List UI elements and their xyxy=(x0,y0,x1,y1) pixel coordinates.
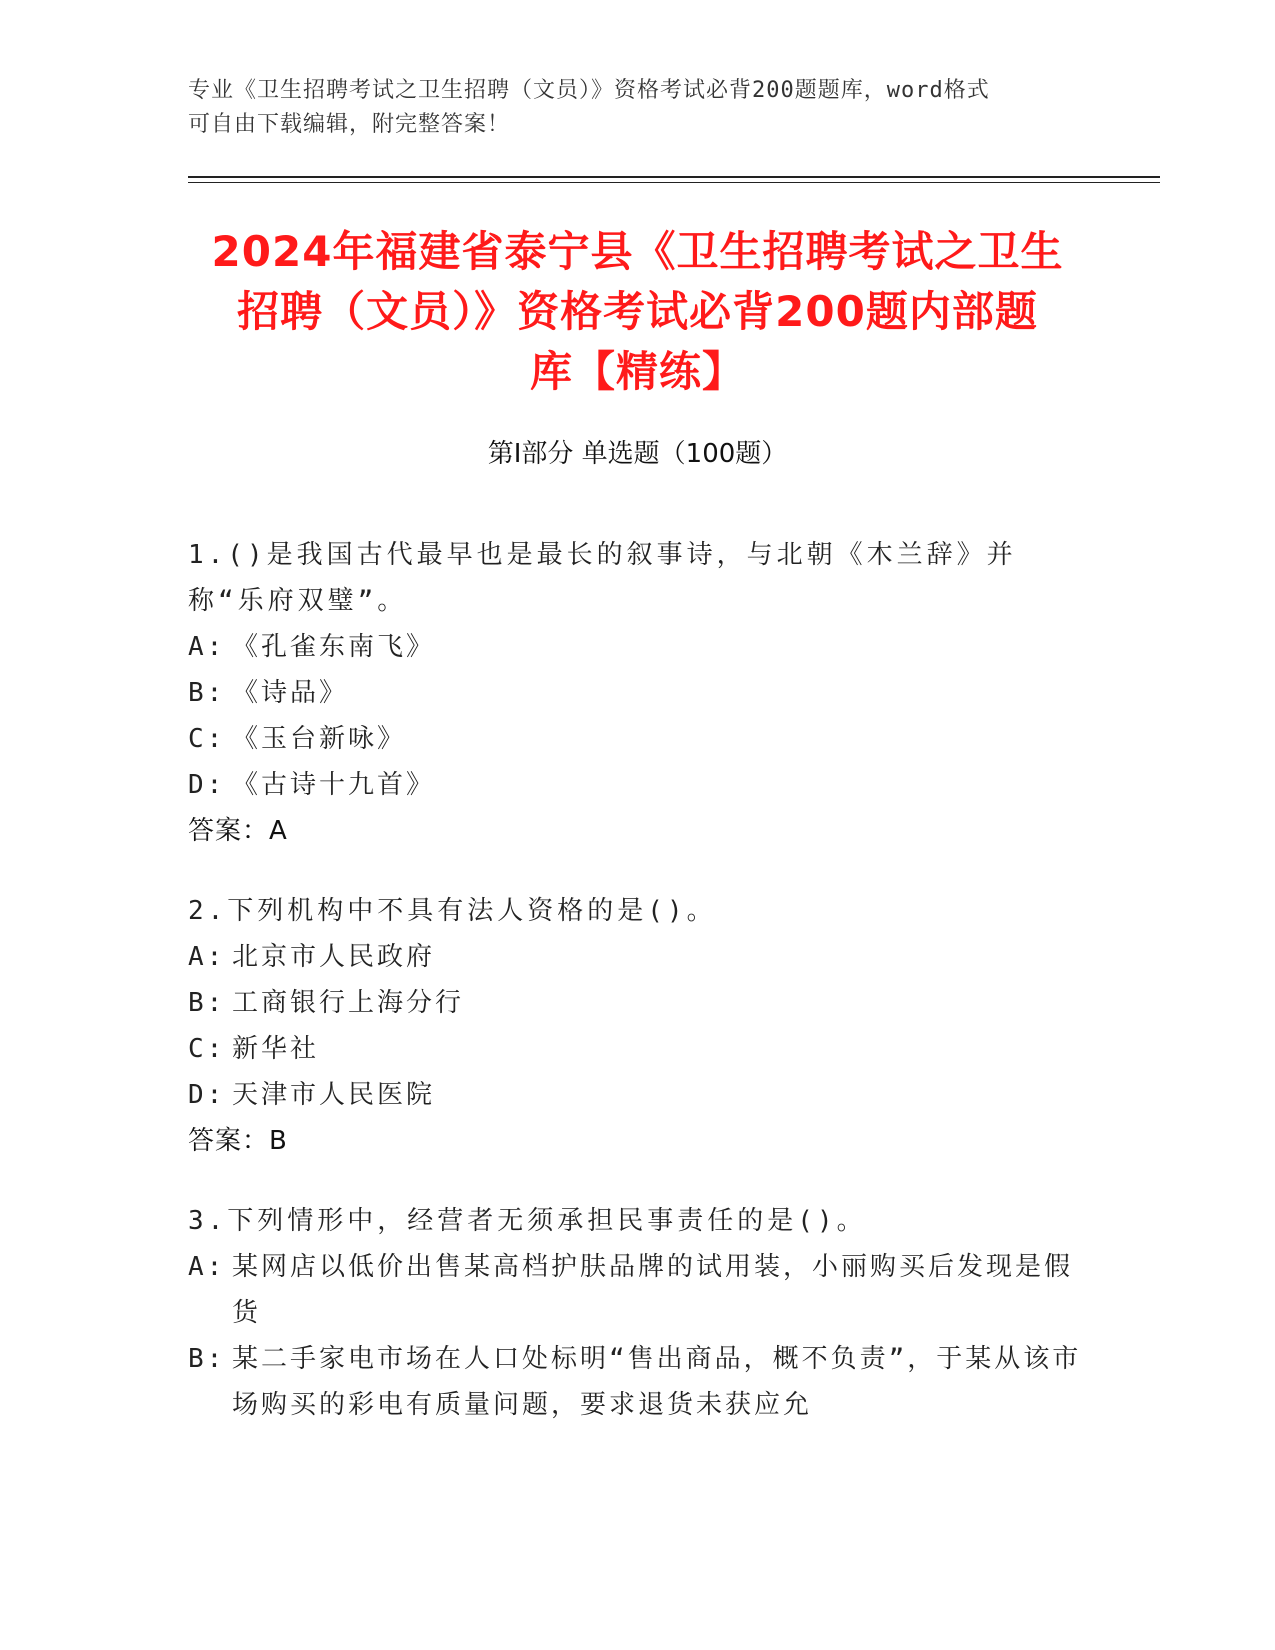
option-label: A: xyxy=(188,1252,226,1282)
option-label: B: xyxy=(188,988,226,1018)
answer-line: 答案：A xyxy=(188,816,288,846)
option-a xyxy=(188,934,1088,980)
header-divider-thick xyxy=(188,176,1160,178)
option-c xyxy=(188,1026,1088,1072)
option-b xyxy=(188,980,1088,1026)
document-title-line-1: 2024年福建省泰宁县《卫生招聘考试之卫生 xyxy=(211,227,1064,276)
option-label: B: xyxy=(188,678,226,708)
option-text: 《古诗十九首》 xyxy=(232,770,436,800)
question-2 xyxy=(188,888,1088,1164)
option-label: A: xyxy=(188,942,226,972)
option-text: 新华社 xyxy=(232,1034,320,1064)
option-label: C: xyxy=(188,724,226,754)
option-text: 北京市人民政府 xyxy=(232,942,436,972)
question-list xyxy=(188,532,1088,1462)
answer-line: 答案：B xyxy=(188,1126,288,1156)
option-label: D: xyxy=(188,770,226,800)
header-note-line-2: 可自由下载编辑，附完整答案！ xyxy=(188,112,511,137)
option-text: 天津市人民医院 xyxy=(232,1080,436,1110)
document-title-line-3: 库【精练】 xyxy=(529,347,745,396)
header-note-line-1: 专业《卫生招聘考试之卫生招聘（文员）》资格考试必背200题题库，word格式 xyxy=(188,78,990,103)
header-divider-thin xyxy=(188,182,1160,183)
section-title: 第Ⅰ部分 单选题（100题） xyxy=(487,439,788,469)
question-stem: 1.()是我国古代最早也是最长的叙事诗，与北朝《木兰辞》并称“乐府双璧”。 xyxy=(188,540,1017,616)
option-d xyxy=(188,762,1088,808)
document-title-line-2: 招聘（文员）》资格考试必背200题内部题 xyxy=(237,287,1038,336)
option-label: D: xyxy=(188,1080,226,1110)
option-c xyxy=(188,716,1088,762)
option-text: 某网店以低价出售某高档护肤品牌的试用装，小丽购买后发现是假货 xyxy=(232,1252,1074,1328)
option-a xyxy=(188,624,1088,670)
question-stem: 3.下列情形中，经营者无须承担民事责任的是()。 xyxy=(188,1206,867,1236)
option-label: C: xyxy=(188,1034,226,1064)
header-note xyxy=(188,74,1088,142)
option-b xyxy=(188,670,1088,716)
option-text: 《诗品》 xyxy=(232,678,349,708)
question-3 xyxy=(188,1198,1088,1428)
option-text: 《玉台新咏》 xyxy=(232,724,407,754)
option-text: 《孔雀东南飞》 xyxy=(232,632,436,662)
option-text: 某二手家电市场在人口处标明“售出商品，概不负责”，于某从该市场购买的彩电有质量问题，要求退货未获应允 xyxy=(232,1344,1082,1420)
option-d xyxy=(188,1072,1088,1118)
document-title xyxy=(150,222,1125,402)
option-b xyxy=(188,1336,1088,1428)
question-1 xyxy=(188,532,1088,854)
option-a xyxy=(188,1244,1088,1336)
option-label: B: xyxy=(188,1344,226,1374)
option-text: 工商银行上海分行 xyxy=(232,988,465,1018)
question-stem: 2.下列机构中不具有法人资格的是()。 xyxy=(188,896,717,926)
option-label: A: xyxy=(188,632,226,662)
